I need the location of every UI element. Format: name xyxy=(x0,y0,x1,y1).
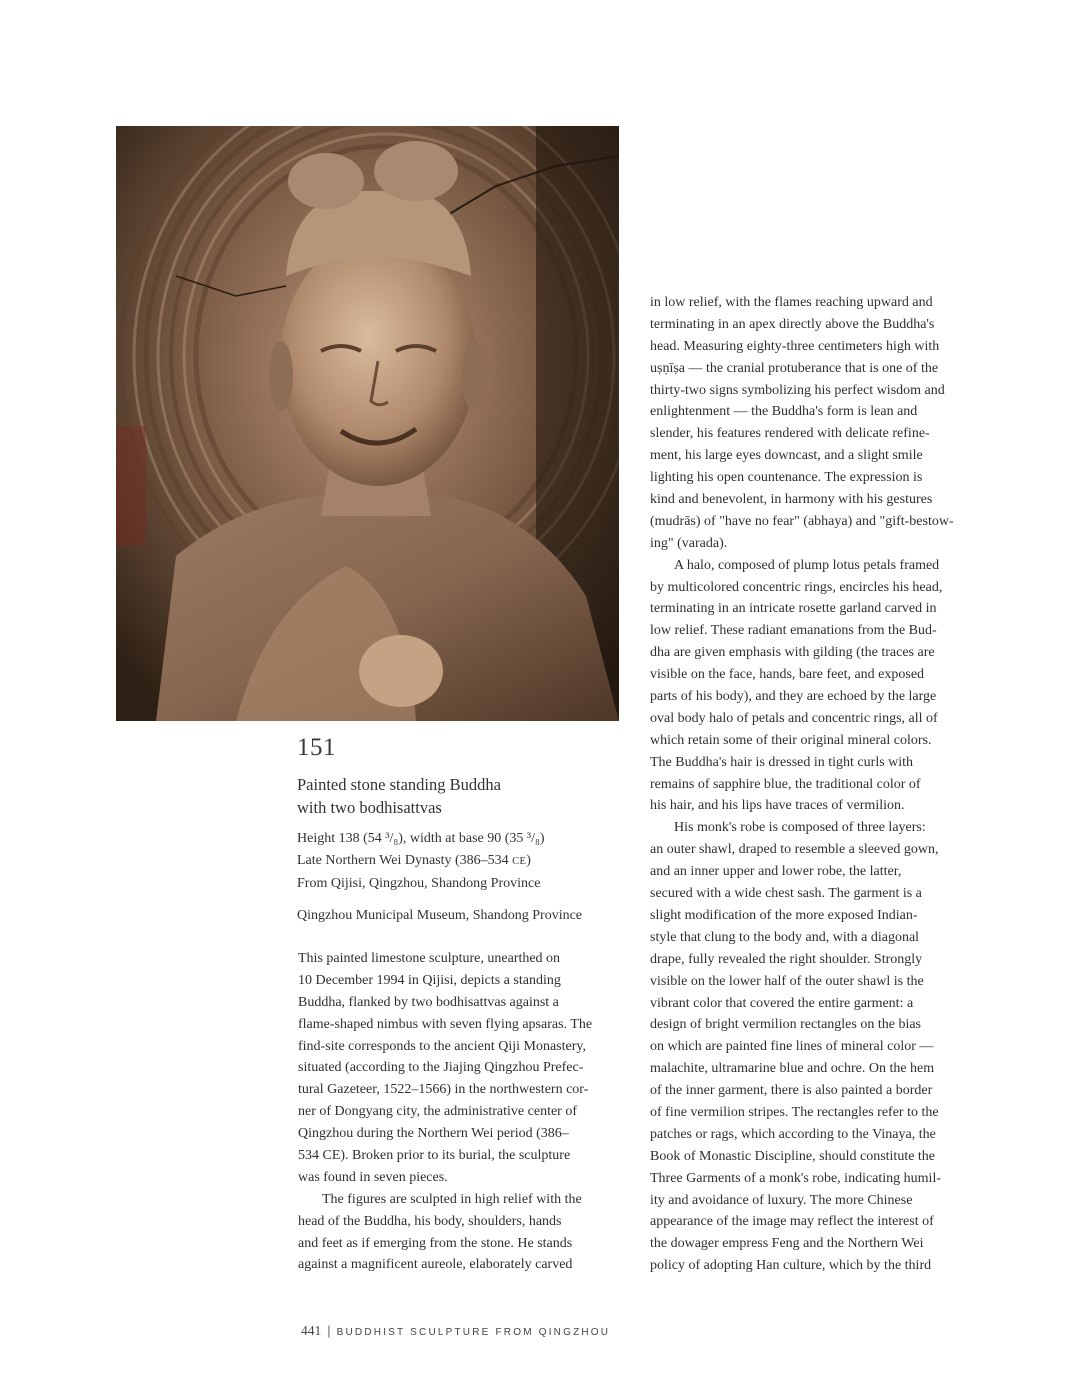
text-line: on which are painted fine lines of mineral color — xyxy=(650,1039,934,1055)
text-line: appearance of the image may reflect the interest of xyxy=(650,1214,934,1230)
text-line: thirty-two signs symbolizing his perfect wisdom and xyxy=(650,382,945,398)
text-line: against a magnificent aureole, elaborately carved xyxy=(298,1257,573,1273)
text-line: patches or rags, which according to the Vinaya, the xyxy=(650,1126,936,1142)
text-line: and feet as if emerging from the stone. He stands xyxy=(298,1235,573,1251)
text-line: ner of Dongyang city, the administrative center of xyxy=(298,1104,577,1120)
text-line: parts of his body), and they are echoed by the large xyxy=(650,689,937,705)
provenance: From Qijisi, Qingzhou, Shandong Province xyxy=(297,876,541,891)
text-line: of fine vermilion stripes. The rectangles refer to the xyxy=(650,1104,939,1120)
text-line: A halo, composed of plump lotus petals framed xyxy=(674,557,940,573)
text-line: oval body halo of petals and concentric rings, all of xyxy=(650,710,938,726)
text-line: head. Measuring eighty-three centimeters high with xyxy=(650,338,940,354)
text-line: (mudrās) of "have no fear" (abhaya) and "gift-bestow- xyxy=(650,513,954,529)
text-line: ity and avoidance of luxury. The more Chinese xyxy=(650,1192,913,1208)
body-text-right-column xyxy=(650,292,980,1277)
catalog-title-line: with two bodhisattvas xyxy=(297,798,442,817)
text-line: design of bright vermilion rectangles on the bias xyxy=(650,1017,921,1033)
running-title: BUDDHIST SCULPTURE FROM QINGZHOU xyxy=(336,1327,611,1338)
body-text-left-column xyxy=(298,948,628,1276)
text-line: an outer shawl, draped to resemble a sleeved gown, xyxy=(650,842,939,858)
museum-credit: Qingzhou Municipal Museum, Shandong Province xyxy=(297,908,583,923)
text-line: the dowager empress Feng and the Northern Wei xyxy=(650,1236,924,1252)
text-line: slender, his features rendered with delicate refine- xyxy=(650,426,930,442)
text-line: visible on the lower half of the outer shawl is the xyxy=(650,973,924,989)
text-line: kind and benevolent, in harmony with his gestures xyxy=(650,492,933,508)
text-line: Three Garments of a monk's robe, indicating humil- xyxy=(650,1170,941,1186)
text-line: low relief. These radiant emanations from the Bud- xyxy=(650,623,937,639)
text-line: and an inner upper and lower robe, the latter, xyxy=(650,864,902,880)
period-text: Late Northern Wei Dynasty (386–534 xyxy=(297,853,513,868)
text-line: terminating in an apex directly above the Buddha's xyxy=(650,316,935,332)
text-line: terminating in an intricate rosette garland carved in xyxy=(650,601,937,617)
text-line: lighting his open countenance. The expression is xyxy=(650,470,923,486)
text-line: which retain some of their original mineral colors. xyxy=(650,732,932,748)
catalog-title-line: Painted stone standing Buddha xyxy=(297,775,501,794)
text-line: 10 December 1994 in Qijisi, depicts a standing xyxy=(298,972,561,988)
text-line: malachite, ultramarine blue and ochre. On the hem xyxy=(650,1061,935,1077)
dimensions: Height 138 (54 ³/₈), width at base 90 (35 ³/₈) xyxy=(297,831,545,846)
period-era: CE xyxy=(512,856,527,867)
text-line: visible on the face, hands, bare feet, and exposed xyxy=(650,667,925,683)
text-line: tural Gazeteer, 1522–1566) in the northwestern cor- xyxy=(298,1082,589,1098)
catalog-metadata xyxy=(297,828,627,895)
text-line: Qingzhou during the Northern Wei period (386– xyxy=(298,1126,569,1142)
sculpture-illustration xyxy=(116,126,619,721)
text-line: dha are given emphasis with gilding (the traces are xyxy=(650,645,935,661)
text-line: was found in seven pieces. xyxy=(298,1169,448,1185)
text-line: Buddha, flanked by two bodhisattvas against a xyxy=(298,994,559,1010)
text-line: style that clung to the body and, with a diagonal xyxy=(650,929,920,945)
text-line: his hair, and his lips have traces of vermilion. xyxy=(650,798,905,814)
text-line: drape, fully revealed the right shoulder. Strongly xyxy=(650,951,923,967)
text-line: uṣṇīṣa — the cranial protuberance that is one of the xyxy=(650,360,939,376)
page-footer xyxy=(301,1322,610,1340)
text-line: policy of adopting Han culture, which by the third xyxy=(650,1258,932,1274)
page-number: 441 xyxy=(301,1323,322,1338)
text-line: The Buddha's hair is dressed in tight curls with xyxy=(650,754,914,770)
text-line: The figures are sculpted in high relief with the xyxy=(322,1191,582,1207)
footer-separator: | xyxy=(327,1323,331,1338)
text-line: 534 CE). Broken prior to its burial, the sculpture xyxy=(298,1148,571,1164)
text-line: flame-shaped nimbus with seven flying apsaras. The xyxy=(298,1016,593,1032)
text-line: by multicolored concentric rings, encircles his head, xyxy=(650,579,943,595)
text-line: find-site corresponds to the ancient Qiji Monastery, xyxy=(298,1038,586,1054)
period xyxy=(297,850,627,873)
text-line: His monk's robe is composed of three layers: xyxy=(674,820,926,836)
text-line: head of the Buddha, his body, shoulders, hands xyxy=(298,1213,562,1229)
text-line: ing" (varada). xyxy=(650,535,728,551)
text-line: Book of Monastic Discipline, should constitute the xyxy=(650,1148,936,1164)
text-line: ment, his large eyes downcast, and a slight smile xyxy=(650,448,923,464)
text-line: situated (according to the Jiajing Qingzhou Prefec- xyxy=(298,1060,584,1076)
text-line: remains of sapphire blue, the traditional color of xyxy=(650,776,921,792)
text-line: of the inner garment, there is also painted a border xyxy=(650,1083,933,1099)
text-line: vibrant color that covered the entire garment: a xyxy=(650,995,914,1011)
text-line: in low relief, with the flames reaching upward and xyxy=(650,295,933,310)
text-line: enlightenment — the Buddha's form is lean and xyxy=(650,404,918,420)
catalog-title xyxy=(297,773,617,819)
sculpture-photo xyxy=(116,126,619,721)
text-line: secured with a wide chest sash. The garment is a xyxy=(650,886,922,902)
catalog-number: 151 xyxy=(297,734,336,761)
text-line: slight modification of the more exposed Indian- xyxy=(650,907,918,923)
period-close: ) xyxy=(526,853,531,868)
text-line: This painted limestone sculpture, unearthed on xyxy=(298,951,561,966)
